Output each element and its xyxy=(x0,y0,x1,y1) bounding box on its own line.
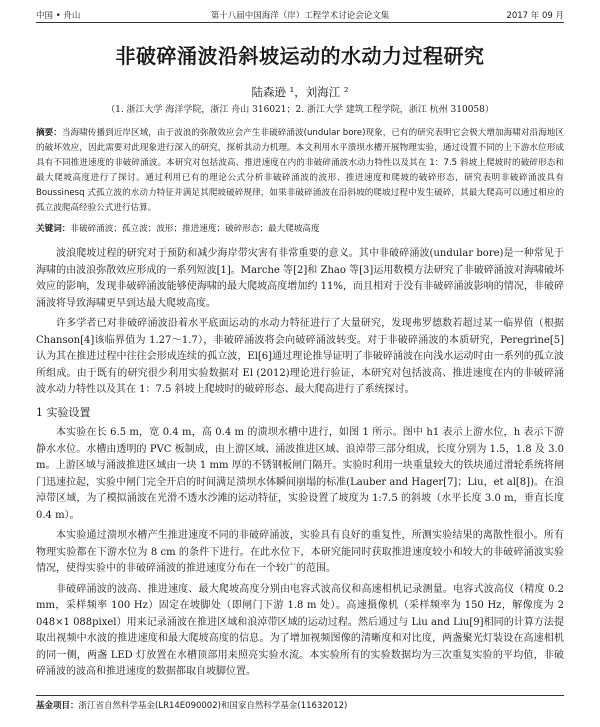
footnote-funding xyxy=(36,695,564,711)
paragraph-intro: 波浪爬坡过程的研究对于预防和减少海岸带灾害有非常重要的意义。其中非破碎涌波(undular bore)是一种常见于海啸的由波浪弥散效应形成的一系列短波[1]。Marche 等[2]和 Zhao 等[3]运用数模方法研究了非破碎涌波对海啸破坏效应的影响，发现非破碎涌波能够使海啸的最大爬坡高度增加约 11%，而且相对于没有非破碎涌波影响的情况，非破碎涌波将导致海啸更早到达最大爬坡高度。 xyxy=(36,248,564,309)
paragraph-measurement: 非破碎涌波的波高、推进速度、最大爬坡高度分别由电容式波高仪和高速相机记录测量。电容式波高仪（精度 0.2 mm，采样频率 100 Hz）固定在坡脚处（即闸门下游 1.8 m 处）。高速摄像机（采样频率为 150 Hz，解像度为 2 048×1 088pixel）用来记录涌波在推进区域和浪淖带区域的运动过程。然后通过与 Liu and Liu[9]相同的计算方法提取出视频中水波的推进速度和最大爬坡高度的信息。为了增加视频图像的清晰度和对比度，两盏聚光灯装设在高速相机的同一侧，两盏 LED 灯放置在水槽顶部用来照亮实验水流。本实验所有的实验数据均为三次重复实验的平均值，非破碎涌波的波高和推进速度的数据都取自坡脚位置。 xyxy=(36,583,564,677)
section-heading: 1 实验设置 xyxy=(36,405,91,419)
authors: 陆森逊 ¹，刘海江 ² xyxy=(251,85,349,99)
paragraph-literature: 许多学者已对非破碎涌波沿着水平底面运动的水动力特征进行了大量研究，发现弗罗德数若超过某一临界值（根据 Chanson[4]该临界值为 1.27～1.7），非破碎涌波将会向破碎涌波转变。对于非破碎涌波的本质研究，Peregrine[5]认为其在推进过程中往往会形成连续的孤立波，El[6]通过理论推导证明了非破碎涌波在向浅水运动时由一系列的孤立波所组成。由于既有的研究很少利用实验数据对 El (2012)理论进行验证，本研究对包括波高、推进速度在内的非破碎涌波水动力特性以及其在 1：7.5 斜坡上爬坡时的破碎形态、最大爬高进行了系统探讨。 xyxy=(36,318,564,395)
abstract-label: 摘要： xyxy=(36,128,62,138)
keywords-text: 非破碎涌波；孤立波；波形；推进速度；破碎形态；最大爬坡高度 xyxy=(70,224,320,234)
abstract-text: 当海啸传播到近岸区域，由于波浪的弥散效应会产生非破碎涌波(undular bore)现象，已有的研究表明它会极大增加海啸对沿海地区的破坏效应，因此需要对此现象进行深入的研究，探析其动力机理。本文利用水平溃坝水槽开展物理实验，通过设置不同的上下游水位形成具有不同推进速度的非破碎涌波。本研究对包括波高、推进速度在内的非破碎涌波水动力特性以及其在 1：7.5 斜坡上爬坡时的破碎形态和最大爬坡高度进行了探讨。通过利用已有的理论公式分析非破碎涌波的波形、推进速度和爬坡的破碎形态，研究表明非破碎涌波具有 Boussinesq 式孤立波的水动力特征并满足其爬坡破碎规律，如果非破碎涌波在沿斜坡的爬坡过程中发生破碎，其最大爬高可以通过相应的孤立波爬高经验公式进行估算。 xyxy=(36,128,564,213)
affiliation: （1. 浙江大学 海洋学院，浙江 舟山 316021；2. 浙江大学 建筑工程学院，浙江 杭州 310058） xyxy=(106,105,494,115)
paragraph-conditions: 本实验通过溃坝水槽产生推进速度不同的非破碎涌波，实验具有良好的重复性，所测实验结果的离散性很小。所有物理实验都在下游水位为 8 cm 的条件下进行。在此水位下，本研究能同时获取推进速度较小和较大的非破碎涌波实验情况，使得实验中的非破碎涌波的推进速度分布在一个较广的范围。 xyxy=(36,530,564,574)
keywords-label: 关键词： xyxy=(36,224,71,234)
header-location: 中国 • 舟山 xyxy=(36,11,81,21)
keywords xyxy=(36,222,564,234)
paper-title: 非破碎涌波沿斜坡运动的水动力过程研究 xyxy=(115,44,485,68)
paper-body xyxy=(36,246,564,681)
header-date: 2017 年 09 月 xyxy=(506,11,564,21)
running-header xyxy=(36,6,564,23)
footnote-text: 浙江省自然科学基金(LR14E090002)和国家自然科学基金(11632012) xyxy=(78,701,348,711)
header-proceedings: 第十八届中国海洋（岸）工程学术讨论会论文集 xyxy=(210,11,390,21)
footnote-label: 基金项目： xyxy=(36,701,79,711)
abstract xyxy=(36,126,564,216)
paragraph-setup: 本实验在长 6.5 m，宽 0.4 m，高 0.4 m 的溃坝水槽中进行，如图 1 所示。图中 h1 表示上游水位，h 表示下游静水水位。水槽由透明的 PVC 板制成，由上游区域、涌波推进区域、浪淖带三部分组成，长度分别为 1.5，1.8 及 3.0 m。上游区域与涌波推进区域由一块 1 mm 厚的不锈钢板闸门隔开。实验时利用一块重量较大的铁块通过滑轮系统将闸门迅速拉起，实验中闸门完全开启的时间满足溃坝水体瞬间崩塌的标准(Lauber and Hager[7]；Liu，et al[8])。在浪淖带区域，为了模拟涌波在光滑不透水沙滩的运动特征，实验设置了坡度为 1:7.5 的斜坡（水平长度 3.0 m，垂直长度 0.4 m）。 xyxy=(36,427,564,521)
